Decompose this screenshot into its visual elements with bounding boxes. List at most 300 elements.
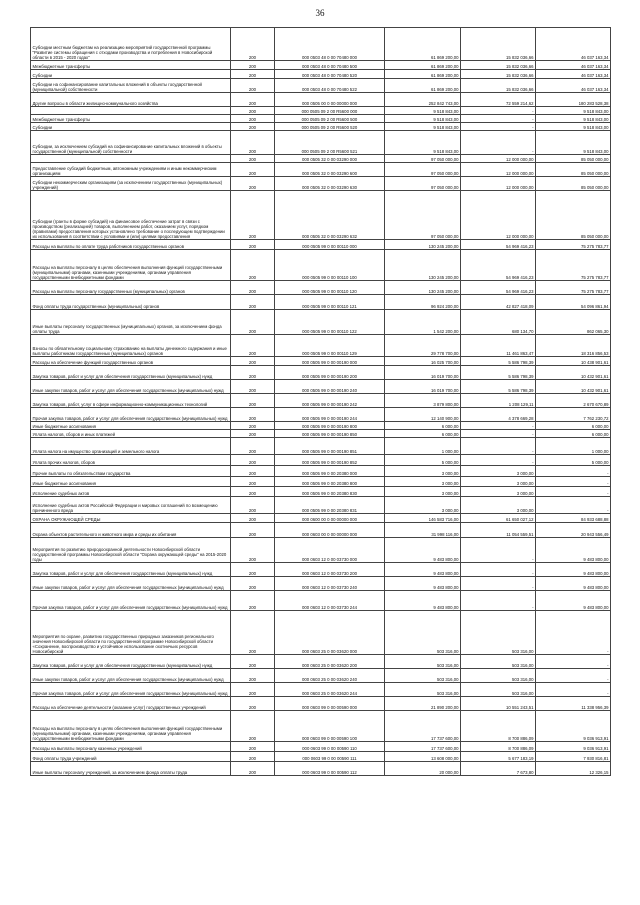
row-admin-code-cell: 200 <box>231 335 275 357</box>
row-approved-amount-cell: 146 583 716,00 <box>385 514 461 523</box>
row-approved-amount-cell: 12 140 900,00 <box>385 408 461 422</box>
row-name-cell: Субсидии <box>31 123 231 131</box>
row-unexecuted-amount-cell: - <box>536 669 611 683</box>
row-executed-amount-cell: 10 551 243,51 <box>461 697 536 711</box>
row-unexecuted-amount-cell: - <box>536 477 611 487</box>
table-row <box>31 408 611 422</box>
row-unexecuted-amount-cell: 10 432 901,61 <box>536 380 611 394</box>
row-approved-amount-cell: 29 778 700,00 <box>385 335 461 357</box>
row-unexecuted-amount-cell: 180 283 528,38 <box>536 93 611 107</box>
table-row <box>31 131 611 155</box>
row-unexecuted-amount-cell: 75 275 783,77 <box>536 240 611 250</box>
row-approved-amount-cell: 9 518 843,00 <box>385 131 461 155</box>
row-admin-code-cell: 200 <box>231 523 275 538</box>
row-admin-code-cell: 200 <box>231 487 275 497</box>
row-name-cell: Межбюджетные трансферты <box>31 61 231 70</box>
row-name-cell: Расходы на выплаты персоналу казенных учреждений <box>31 742 231 752</box>
row-budget-code-cell: 000 0505 00 0 00 00000 000 <box>275 93 385 107</box>
row-name-cell: Другие вопросы в области жилищно-коммунального хозяйства <box>31 93 231 107</box>
row-budget-code-cell: 000 0505 09 2 00 R5600 521 <box>275 131 385 155</box>
table-row <box>31 115 611 123</box>
row-name-cell: Иные закупки товаров, работ и услуг для обеспечения государственных (муниципальных) нужд <box>31 669 231 683</box>
row-name-cell: Расходы на выплаты персоналу государственных (муниципальных) органов <box>31 281 231 295</box>
row-admin-code-cell: 200 <box>231 70 275 79</box>
row-approved-amount-cell: 9 483 800,00 <box>385 577 461 591</box>
row-budget-code-cell: 000 0600 00 0 00 00000 000 <box>275 514 385 523</box>
table-row <box>31 28 611 61</box>
row-unexecuted-amount-cell: 12 326,15 <box>536 762 611 776</box>
row-approved-amount-cell: 130 245 200,00 <box>385 250 461 281</box>
row-name-cell: Иные закупки товаров, работ и услуг для обеспечения государственных (муниципальных) нужд <box>31 577 231 591</box>
row-executed-amount-cell: 503 316,00 <box>461 683 536 697</box>
row-admin-code-cell: 200 <box>231 394 275 408</box>
row-admin-code-cell: 200 <box>231 683 275 697</box>
row-name-cell: Исполнение судебных актов Российской Федерации и мировых соглашений по возмещению причиненного вреда <box>31 497 231 514</box>
row-unexecuted-amount-cell: 9 518 843,00 <box>536 115 611 123</box>
row-name-cell: Субсидии (гранты в форме субсидий) на финансовое обеспечение затрат в связи с производством (реализацией) товаров, выполнением работ, оказанием услуг, порядком (правилами) предоставления которых установлено требование о последующем подтверждении их использования в соответствии с условиями и (или) целями предоставления <box>31 191 231 240</box>
row-unexecuted-amount-cell: 7 930 816,81 <box>536 752 611 762</box>
row-budget-code-cell: 000 0503 48 0 00 70480 520 <box>275 70 385 79</box>
row-admin-code-cell: 200 <box>231 240 275 250</box>
table-row <box>31 357 611 366</box>
row-approved-amount-cell: 13 608 000,00 <box>385 752 461 762</box>
row-budget-code-cell: 000 0505 32 0 00 03290 000 <box>275 155 385 163</box>
row-admin-code-cell: 200 <box>231 538 275 563</box>
table-row <box>31 250 611 281</box>
table-row <box>31 295 611 310</box>
row-executed-amount-cell: 54 969 416,23 <box>461 281 536 295</box>
table-row <box>31 191 611 240</box>
row-unexecuted-amount-cell: 85 050 000,00 <box>536 177 611 191</box>
table-row <box>31 591 611 611</box>
row-unexecuted-amount-cell: - <box>536 655 611 669</box>
row-name-cell: Закупка товаров, работ и услуг для обеспечения государственных (муниципальных) нужд <box>31 655 231 669</box>
row-unexecuted-amount-cell: 10 432 901,61 <box>536 366 611 380</box>
row-unexecuted-amount-cell: - <box>536 497 611 514</box>
row-name-cell: Уплата налога на имущество организаций и земельного налога <box>31 438 231 455</box>
table-row <box>31 240 611 250</box>
row-approved-amount-cell: 3 879 800,00 <box>385 394 461 408</box>
table-body <box>31 28 611 776</box>
row-name-cell: Расходы на выплаты персоналу в целях обеспечения выполнения функций государственными (муниципальными) органами, казенными учреждениями, органами управления государственными внебюджетными фондами <box>31 250 231 281</box>
row-unexecuted-amount-cell: 9 483 800,00 <box>536 577 611 591</box>
table-row <box>31 430 611 438</box>
row-approved-amount-cell: 5 000,00 <box>385 455 461 466</box>
row-admin-code-cell: 200 <box>231 591 275 611</box>
row-executed-amount-cell: 42 827 418,09 <box>461 295 536 310</box>
table-row <box>31 163 611 177</box>
table-row <box>31 752 611 762</box>
table-row <box>31 455 611 466</box>
row-executed-amount-cell: - <box>461 591 536 611</box>
row-name-cell: Расходы на обеспечение функций государственных органов <box>31 357 231 366</box>
row-name-cell: Закупка товаров, работ, услуг в сфере информационно-коммуникационных технологий <box>31 394 231 408</box>
row-approved-amount-cell: 17 737 600,00 <box>385 711 461 742</box>
table-row <box>31 711 611 742</box>
row-approved-amount-cell: 61 869 200,00 <box>385 70 461 79</box>
row-approved-amount-cell: 97 050 000,00 <box>385 177 461 191</box>
row-admin-code-cell: 200 <box>231 380 275 394</box>
row-budget-code-cell: 000 0603 99 0 00 00590 110 <box>275 742 385 752</box>
row-executed-amount-cell: 7 673,80 <box>461 762 536 776</box>
row-name-cell: Прочая закупка товаров, работ и услуг для обеспечения государственных (муниципальных) нужд <box>31 683 231 697</box>
row-budget-code-cell: 000 0505 99 0 00 00110 100 <box>275 250 385 281</box>
row-approved-amount-cell: 1 542 200,00 <box>385 310 461 335</box>
table-row <box>31 366 611 380</box>
row-name-cell: Уплата прочих налогов, сборов <box>31 455 231 466</box>
row-executed-amount-cell: - <box>461 430 536 438</box>
row-unexecuted-amount-cell: 862 065,30 <box>536 310 611 335</box>
row-executed-amount-cell: 3 000,00 <box>461 487 536 497</box>
row-unexecuted-amount-cell: 9 483 800,00 <box>536 563 611 577</box>
row-admin-code-cell: 200 <box>231 131 275 155</box>
row-budget-code-cell: 000 0505 99 0 00 00190 242 <box>275 394 385 408</box>
row-executed-amount-cell: 5 677 183,19 <box>461 752 536 762</box>
row-executed-amount-cell: - <box>461 115 536 123</box>
row-admin-code-cell: 200 <box>231 250 275 281</box>
table-row <box>31 422 611 430</box>
row-admin-code-cell: 200 <box>231 477 275 487</box>
row-unexecuted-amount-cell: 54 096 861,94 <box>536 295 611 310</box>
row-approved-amount-cell: 31 998 116,00 <box>385 523 461 538</box>
row-unexecuted-amount-cell: 46 037 163,34 <box>536 61 611 70</box>
row-name-cell: Закупка товаров, работ и услуг для обеспечения государственных (муниципальных) нужд <box>31 366 231 380</box>
row-approved-amount-cell: 3 000,00 <box>385 487 461 497</box>
table-row <box>31 742 611 752</box>
row-approved-amount-cell: 3 000,00 <box>385 477 461 487</box>
row-admin-code-cell: 200 <box>231 669 275 683</box>
row-executed-amount-cell: 12 000 000,00 <box>461 155 536 163</box>
row-admin-code-cell: 200 <box>231 577 275 591</box>
row-budget-code-cell: 000 0505 99 0 00 00190 800 <box>275 422 385 430</box>
row-unexecuted-amount-cell: 85 050 000,00 <box>536 155 611 163</box>
row-admin-code-cell: 200 <box>231 366 275 380</box>
row-unexecuted-amount-cell: 9 036 913,91 <box>536 711 611 742</box>
row-budget-code-cell: 000 0505 99 0 00 00110 120 <box>275 281 385 295</box>
row-budget-code-cell: 000 0603 12 0 00 03730 000 <box>275 538 385 563</box>
row-approved-amount-cell: 9 483 800,00 <box>385 538 461 563</box>
row-budget-code-cell: 000 0603 25 0 00 03620 244 <box>275 683 385 697</box>
row-admin-code-cell: 200 <box>231 655 275 669</box>
row-unexecuted-amount-cell: 9 036 913,91 <box>536 742 611 752</box>
table-row <box>31 655 611 669</box>
row-name-cell: Межбюджетные трансферты <box>31 115 231 123</box>
table-row <box>31 61 611 70</box>
row-approved-amount-cell: 97 050 000,00 <box>385 155 461 163</box>
row-unexecuted-amount-cell: 46 037 163,34 <box>536 28 611 61</box>
row-executed-amount-cell: 15 832 036,66 <box>461 70 536 79</box>
table-row <box>31 394 611 408</box>
row-admin-code-cell: 200 <box>231 115 275 123</box>
row-approved-amount-cell: 61 869 200,00 <box>385 28 461 61</box>
row-unexecuted-amount-cell: 85 050 000,00 <box>536 191 611 240</box>
row-name-cell: Фонд оплаты труда государственных (муниципальных) органов <box>31 295 231 310</box>
table-row <box>31 563 611 577</box>
row-admin-code-cell: 200 <box>231 711 275 742</box>
row-unexecuted-amount-cell: 75 275 783,77 <box>536 250 611 281</box>
row-executed-amount-cell: - <box>461 438 536 455</box>
row-admin-code-cell: 200 <box>231 295 275 310</box>
row-admin-code-cell: 200 <box>231 466 275 477</box>
row-approved-amount-cell: 130 245 200,00 <box>385 240 461 250</box>
row-admin-code-cell: 200 <box>231 514 275 523</box>
row-name-cell: Уплата налогов, сборов и иных платежей <box>31 430 231 438</box>
row-budget-code-cell: 000 0505 99 0 00 00190 200 <box>275 366 385 380</box>
row-unexecuted-amount-cell: 2 670 670,89 <box>536 394 611 408</box>
row-executed-amount-cell: 3 000,00 <box>461 477 536 487</box>
row-name-cell <box>31 155 231 163</box>
row-approved-amount-cell: 1 000,00 <box>385 438 461 455</box>
row-unexecuted-amount-cell: 10 438 901,61 <box>536 357 611 366</box>
table-row <box>31 380 611 394</box>
table-row <box>31 79 611 93</box>
row-approved-amount-cell: 503 316,00 <box>385 655 461 669</box>
row-executed-amount-cell: 5 586 798,39 <box>461 357 536 366</box>
row-budget-code-cell: 000 0603 99 0 00 00590 111 <box>275 752 385 762</box>
row-budget-code-cell: 000 0505 32 0 00 03290 632 <box>275 191 385 240</box>
row-executed-amount-cell: 5 586 798,39 <box>461 366 536 380</box>
row-name-cell: Субсидии <box>31 70 231 79</box>
row-approved-amount-cell: 16 025 700,00 <box>385 357 461 366</box>
row-name-cell: Иные бюджетные ассигнования <box>31 477 231 487</box>
row-unexecuted-amount-cell: 46 037 163,34 <box>536 70 611 79</box>
row-budget-code-cell: 000 0505 99 0 00 20380 000 <box>275 466 385 477</box>
row-budget-code-cell: 000 0505 99 0 00 00110 000 <box>275 240 385 250</box>
row-approved-amount-cell: 503 316,00 <box>385 611 461 655</box>
row-name-cell: Прочая закупка товаров, работ и услуг для обеспечения государственных (муниципальных) нужд <box>31 591 231 611</box>
row-unexecuted-amount-cell: 6 000,00 <box>536 430 611 438</box>
row-admin-code-cell: 200 <box>231 455 275 466</box>
table-row <box>31 514 611 523</box>
row-unexecuted-amount-cell: 1 000,00 <box>536 438 611 455</box>
row-name-cell: Расходы на выплаты по оплате труда работников государственных органов <box>31 240 231 250</box>
row-budget-code-cell: 000 0503 48 0 00 70480 500 <box>275 61 385 70</box>
row-admin-code-cell: 200 <box>231 123 275 131</box>
row-budget-code-cell: 000 0503 48 0 00 70480 000 <box>275 28 385 61</box>
row-unexecuted-amount-cell: 84 933 688,88 <box>536 514 611 523</box>
row-admin-code-cell: 200 <box>231 191 275 240</box>
row-admin-code-cell: 200 <box>231 408 275 422</box>
table-row <box>31 487 611 497</box>
row-name-cell: Мероприятия по развитию природоохранной деятельности Новосибирской области государственной программы Новосибирской области "Охрана окружающей среды" на 2015-2020 годы <box>31 538 231 563</box>
row-executed-amount-cell: 8 700 886,09 <box>461 742 536 752</box>
row-unexecuted-amount-cell: 5 000,00 <box>536 455 611 466</box>
table-row <box>31 669 611 683</box>
row-unexecuted-amount-cell: 9 483 800,00 <box>536 591 611 611</box>
page-number: 36 <box>315 8 325 18</box>
row-budget-code-cell: 000 0505 99 0 00 00190 851 <box>275 438 385 455</box>
row-budget-code-cell: 000 0603 99 0 00 00590 000 <box>275 697 385 711</box>
table-row <box>31 281 611 295</box>
row-unexecuted-amount-cell: 6 000,00 <box>536 422 611 430</box>
row-admin-code-cell: 200 <box>231 742 275 752</box>
row-approved-amount-cell: 16 019 700,00 <box>385 366 461 380</box>
row-budget-code-cell: 000 0505 99 0 00 20380 831 <box>275 497 385 514</box>
row-admin-code-cell: 200 <box>231 93 275 107</box>
table-row <box>31 123 611 131</box>
row-executed-amount-cell: 12 000 000,00 <box>461 163 536 177</box>
table-row <box>31 438 611 455</box>
row-approved-amount-cell: 16 019 700,00 <box>385 380 461 394</box>
row-unexecuted-amount-cell: - <box>536 611 611 655</box>
row-admin-code-cell: 200 <box>231 177 275 191</box>
row-executed-amount-cell: 11 461 863,47 <box>461 335 536 357</box>
row-admin-code-cell: 200 <box>231 752 275 762</box>
row-approved-amount-cell: 61 869 200,00 <box>385 61 461 70</box>
row-approved-amount-cell: 6 000,00 <box>385 430 461 438</box>
row-name-cell: Субсидии, за исключением субсидий на софинансирование капитальных вложений в объекты государственной (муниципальной) собственности <box>31 131 231 155</box>
row-name-cell: Субсидии местным бюджетам на реализацию мероприятий государственной программы "Развитие системы обращения с отходами производства и потребления в Новосибирской области в 2015 - 2020 годах" <box>31 28 231 61</box>
row-approved-amount-cell: 96 924 200,00 <box>385 295 461 310</box>
row-admin-code-cell: 200 <box>231 422 275 430</box>
table-row <box>31 107 611 115</box>
row-name-cell <box>31 107 231 115</box>
row-budget-code-cell: 000 0603 12 0 00 03730 240 <box>275 577 385 591</box>
row-budget-code-cell: 000 0505 99 0 00 00190 850 <box>275 430 385 438</box>
row-executed-amount-cell: - <box>461 455 536 466</box>
row-unexecuted-amount-cell: 9 518 843,00 <box>536 107 611 115</box>
row-budget-code-cell: 000 0603 00 0 00 00000 000 <box>275 523 385 538</box>
row-admin-code-cell: 200 <box>231 438 275 455</box>
row-executed-amount-cell: 1 208 129,11 <box>461 394 536 408</box>
row-executed-amount-cell: 3 000,00 <box>461 497 536 514</box>
row-executed-amount-cell: 680 134,70 <box>461 310 536 335</box>
row-name-cell: Иные выплаты персоналу учреждений, за исключением фонда оплаты труда <box>31 762 231 776</box>
row-unexecuted-amount-cell: 20 943 556,49 <box>536 523 611 538</box>
table-row <box>31 177 611 191</box>
row-name-cell: Расходы на обеспечение деятельности (оказание услуг) государственных учреждений <box>31 697 231 711</box>
table-row <box>31 523 611 538</box>
row-admin-code-cell: 200 <box>231 28 275 61</box>
row-admin-code-cell: 200 <box>231 310 275 335</box>
row-executed-amount-cell: 3 000,00 <box>461 466 536 477</box>
row-executed-amount-cell: 5 586 798,39 <box>461 380 536 394</box>
row-name-cell: ОХРАНА ОКРУЖАЮЩЕЙ СРЕДЫ <box>31 514 231 523</box>
row-admin-code-cell: 200 <box>231 611 275 655</box>
row-executed-amount-cell: - <box>461 563 536 577</box>
row-unexecuted-amount-cell: 9 518 843,00 <box>536 123 611 131</box>
table-row <box>31 466 611 477</box>
row-executed-amount-cell: 503 316,00 <box>461 655 536 669</box>
row-unexecuted-amount-cell: 18 316 856,53 <box>536 335 611 357</box>
row-unexecuted-amount-cell: 46 037 163,34 <box>536 79 611 93</box>
row-executed-amount-cell: 15 832 036,66 <box>461 28 536 61</box>
row-budget-code-cell: 000 0505 99 0 00 00110 122 <box>275 310 385 335</box>
row-name-cell: Иные бюджетные ассигнования <box>31 422 231 430</box>
row-admin-code-cell: 200 <box>231 163 275 177</box>
row-admin-code-cell: 200 <box>231 61 275 70</box>
row-budget-code-cell: 000 0505 99 0 00 00190 000 <box>275 357 385 366</box>
row-admin-code-cell: 200 <box>231 357 275 366</box>
row-budget-code-cell: 000 0505 99 0 00 00190 240 <box>275 380 385 394</box>
row-unexecuted-amount-cell: - <box>536 487 611 497</box>
row-executed-amount-cell: - <box>461 577 536 591</box>
row-executed-amount-cell: - <box>461 538 536 563</box>
row-budget-code-cell: 000 0505 99 0 00 00110 129 <box>275 335 385 357</box>
row-name-cell: Фонд оплаты труда учреждений <box>31 752 231 762</box>
row-unexecuted-amount-cell: 11 338 956,39 <box>536 697 611 711</box>
row-admin-code-cell: 200 <box>231 497 275 514</box>
row-budget-code-cell: 000 0505 32 0 00 03290 600 <box>275 163 385 177</box>
budget-execution-table <box>30 27 611 776</box>
row-unexecuted-amount-cell: 85 050 000,00 <box>536 163 611 177</box>
row-budget-code-cell: 000 0505 99 0 00 20380 800 <box>275 477 385 487</box>
row-executed-amount-cell: 4 378 669,28 <box>461 408 536 422</box>
row-name-cell: Мероприятия по охране, развитию государственных природных заказников регионального значения Новосибирской области по государственной программе Новосибирской области «Сохранение, воспроизводство и устойчивое использование охотничьих ресурсов Новосибирской <box>31 611 231 655</box>
row-executed-amount-cell: 11 054 559,51 <box>461 523 536 538</box>
row-name-cell: Исполнение судебных актов <box>31 487 231 497</box>
row-name-cell: Предоставление субсидий бюджетным, автономным учреждениям и иным некоммерческим организациям <box>31 163 231 177</box>
row-budget-code-cell: 000 0505 99 0 00 00190 852 <box>275 455 385 466</box>
row-name-cell: Иные выплаты персоналу государственных (муниципальных) органов, за исключением фонда оплаты труда <box>31 310 231 335</box>
row-executed-amount-cell: 54 969 416,23 <box>461 240 536 250</box>
table-row <box>31 683 611 697</box>
table-row <box>31 538 611 563</box>
table-row <box>31 70 611 79</box>
row-admin-code-cell: 200 <box>231 79 275 93</box>
row-executed-amount-cell: 15 832 036,66 <box>461 79 536 93</box>
row-unexecuted-amount-cell: - <box>536 466 611 477</box>
row-name-cell: Охрана объектов растительного и животного мира и среды их обитания <box>31 523 231 538</box>
table-row <box>31 310 611 335</box>
row-approved-amount-cell: 17 737 600,00 <box>385 742 461 752</box>
row-executed-amount-cell: 72 559 214,62 <box>461 93 536 107</box>
row-budget-code-cell: 000 0505 09 2 00 R5600 500 <box>275 115 385 123</box>
row-name-cell: Прочая закупка товаров, работ и услуг для обеспечения государственных (муниципальных) нужд <box>31 408 231 422</box>
row-approved-amount-cell: 9 518 843,00 <box>385 123 461 131</box>
row-approved-amount-cell: 20 000,00 <box>385 762 461 776</box>
row-admin-code-cell: 200 <box>231 107 275 115</box>
row-budget-code-cell: 000 0503 48 0 00 70480 522 <box>275 79 385 93</box>
row-unexecuted-amount-cell: 7 762 230,72 <box>536 408 611 422</box>
row-budget-code-cell: 000 0505 32 0 00 03290 630 <box>275 177 385 191</box>
row-admin-code-cell: 200 <box>231 155 275 163</box>
row-name-cell: Субсидии на софинансирование капитальных вложений в объекты государственной (муниципальной) собственности <box>31 79 231 93</box>
row-executed-amount-cell: 15 832 036,66 <box>461 61 536 70</box>
table-row <box>31 497 611 514</box>
row-unexecuted-amount-cell: 9 483 800,00 <box>536 538 611 563</box>
row-budget-code-cell: 000 0505 09 2 00 R5600 520 <box>275 123 385 131</box>
row-approved-amount-cell: 6 000,00 <box>385 422 461 430</box>
row-name-cell: Субсидии некоммерческим организациям (за исключением государственных (муниципальных) учреждений) <box>31 177 231 191</box>
row-admin-code-cell: 200 <box>231 430 275 438</box>
row-budget-code-cell: 000 0603 25 0 00 03620 200 <box>275 655 385 669</box>
table-row <box>31 477 611 487</box>
row-executed-amount-cell: 503 316,00 <box>461 611 536 655</box>
table-row <box>31 577 611 591</box>
row-name-cell: Иные закупки товаров, работ и услуг для обеспечения государственных (муниципальных) нужд <box>31 380 231 394</box>
row-admin-code-cell: 200 <box>231 762 275 776</box>
row-executed-amount-cell: 503 316,00 <box>461 669 536 683</box>
row-name-cell: Закупка товаров, работ и услуг для обеспечения государственных (муниципальных) нужд <box>31 563 231 577</box>
row-budget-code-cell: 000 0603 25 0 00 03620 000 <box>275 611 385 655</box>
row-admin-code-cell: 200 <box>231 697 275 711</box>
row-approved-amount-cell: 9 518 843,00 <box>385 107 461 115</box>
row-budget-code-cell: 000 0505 99 0 00 00190 244 <box>275 408 385 422</box>
row-unexecuted-amount-cell: - <box>536 683 611 697</box>
row-budget-code-cell: 000 0603 12 0 00 03730 244 <box>275 591 385 611</box>
row-budget-code-cell: 000 0603 25 0 00 03620 240 <box>275 669 385 683</box>
row-budget-code-cell: 000 0603 99 0 00 00590 112 <box>275 762 385 776</box>
row-approved-amount-cell: 130 245 200,00 <box>385 281 461 295</box>
row-name-cell: Взносы по обязательному социальному страхованию на выплаты денежного содержания и иные выплаты работникам государственных (муниципальных) органов <box>31 335 231 357</box>
row-budget-code-cell: 000 0505 99 0 00 20380 830 <box>275 487 385 497</box>
row-approved-amount-cell: 3 000,00 <box>385 497 461 514</box>
row-approved-amount-cell: 503 316,00 <box>385 683 461 697</box>
table-row <box>31 335 611 357</box>
row-unexecuted-amount-cell: 9 518 843,00 <box>536 131 611 155</box>
row-name-cell: Прочие выплаты по обязательствам государства <box>31 466 231 477</box>
